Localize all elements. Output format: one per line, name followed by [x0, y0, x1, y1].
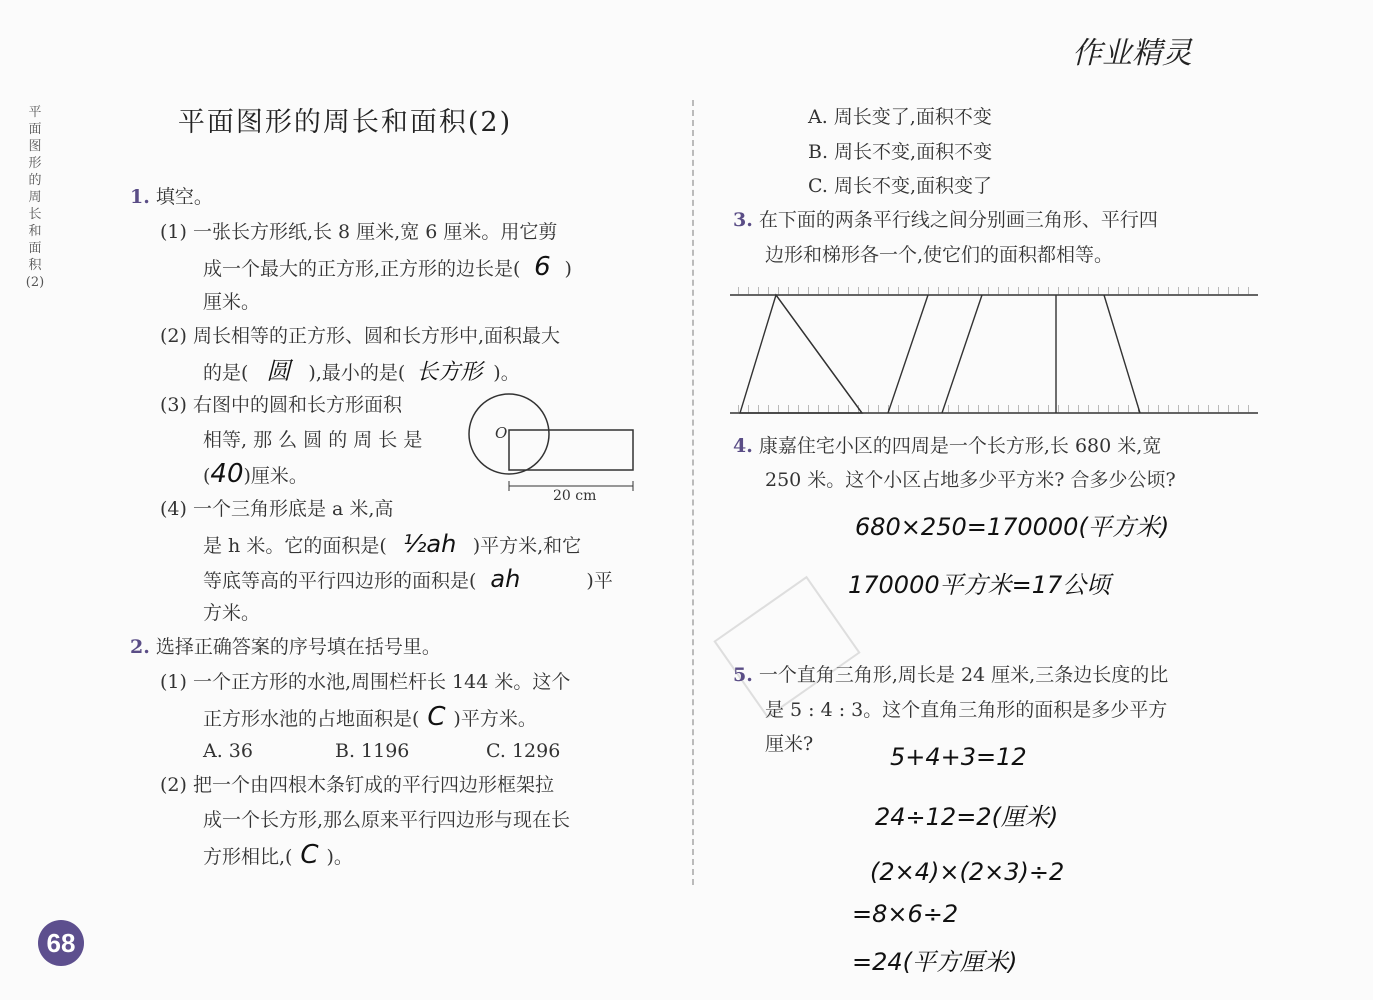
q1-s4-line4: 方米。 [203, 602, 261, 624]
q2-s2-line3: 方形相比,( C )。 [203, 840, 353, 870]
figure-center-label: O [495, 424, 508, 442]
q1-s1-answer: 6 [534, 252, 551, 282]
q5-line2: 是 5 : 4 : 3。这个直角三角形的面积是多少平方 [765, 699, 1168, 721]
q1-s3-answer: 40 [210, 459, 244, 489]
q5-work-line1: 5+4+3=12 [890, 743, 1027, 771]
parallel-lines-drawing [728, 285, 1260, 420]
q1-s4-line2: 是 h 米。它的面积是( ½ah )平方米,和它 [203, 530, 582, 558]
q2-s1-answer: C [427, 702, 446, 732]
q1-s2-line2: 的是( 圆 ),最小的是( 长方形 )。 [203, 357, 520, 385]
q2-heading: 2. 选择正确答案的序号填在括号里。 [130, 636, 441, 658]
q2-option-c: C. 1296 [486, 740, 561, 762]
q2-s2-option-b: B. 周长不变,面积不变 [808, 141, 993, 163]
q1-s4-line3: 等底等高的平行四边形的面积是( ah )平 [203, 565, 613, 593]
q1-s1-line1: (1) 一张长方形纸,长 8 厘米,宽 6 厘米。用它剪 [160, 221, 558, 243]
q1-s3-line2: 相等, 那 么 圆 的 周 长 是 [203, 429, 423, 451]
q1-s4-line1: (4) 一个三角形底是 a 米,高 [160, 498, 394, 520]
q5-work-line2: 24÷12=2(厘米) [875, 803, 1059, 831]
q1-s2-answer1: 圆 [266, 357, 291, 385]
q5-work-line5: =24(平方厘米) [852, 948, 1018, 976]
q2-option-a: A. 36 [203, 740, 253, 762]
q1-s1-line3: 厘米。 [203, 291, 261, 313]
q4-line2: 250 米。这个小区占地多少平方米? 合多少公顷? [765, 469, 1176, 491]
column-divider [692, 100, 694, 885]
q2-s1-line1: (1) 一个正方形的水池,周围栏杆长 144 米。这个 [160, 671, 571, 693]
q5-line1: 5. 一个直角三角形,周长是 24 厘米,三条边长度的比 [733, 664, 1169, 686]
q4-line1: 4. 康嘉住宅小区的四周是一个长方形,长 680 米,宽 [733, 435, 1162, 457]
q1-s3-line3: (40)厘米。 [203, 459, 308, 489]
q1-s2-line1: (2) 周长相等的正方形、圆和长方形中,面积最大 [160, 325, 560, 347]
q1-s2-answer2: 长方形 [416, 360, 483, 385]
q3-line2: 边形和梯形各一个,使它们的面积都相等。 [765, 244, 1114, 266]
q2-s1-line2: 正方形水池的占地面积是( C )平方米。 [203, 702, 537, 732]
circle-rectangle-figure [465, 388, 645, 506]
page-title: 平面图形的周长和面积(2) [177, 107, 513, 138]
q2-s2-line2: 成一个长方形,那么原来平行四边形与现在长 [203, 809, 571, 831]
q2-s2-line1: (2) 把一个由四根木条钉成的平行四边形框架拉 [160, 774, 554, 796]
q5-line3: 厘米? [765, 733, 814, 755]
q2-s2-option-a: A. 周长变了,面积不变 [808, 106, 992, 128]
q2-s2-option-c: C. 周长不变,面积变了 [808, 175, 992, 197]
brand-mark: 作业精灵 [1072, 36, 1192, 71]
q3-line1: 3. 在下面的两条平行线之间分别画三角形、平行四 [733, 209, 1158, 231]
q1-s4-answer2: ah [490, 565, 521, 593]
q2-s2-answer: C [300, 840, 319, 870]
q1-heading: 1. 填空。 [130, 186, 213, 208]
q5-work-line4: =8×6÷2 [852, 900, 959, 928]
side-title: 平面图形的周长和面积(2) [25, 105, 45, 290]
figure-length-label: 20 cm [553, 488, 597, 504]
q1-s3-line1: (3) 右图中的圆和长方形面积 [160, 394, 402, 416]
q5-work-line3: (2×4)×(2×3)÷2 [870, 858, 1065, 886]
q4-work-line2: 170000平方米=17公顷 [848, 571, 1111, 599]
q1-s4-answer1: ½ah [403, 530, 457, 558]
q1-s1-line2: 成一个最大的正方形,正方形的边长是( 6 ) [203, 252, 572, 282]
page-number: 68 [38, 920, 84, 966]
q2-option-b: B. 1196 [335, 740, 410, 762]
q4-work-line1: 680×250=170000(平方米) [855, 513, 1170, 541]
